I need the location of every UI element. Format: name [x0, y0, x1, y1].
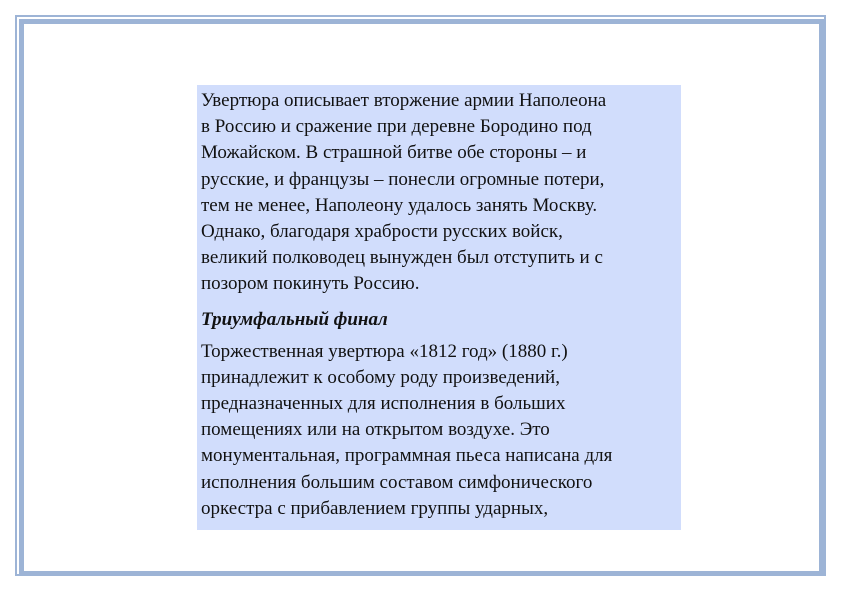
text-line: Однако, благодаря храбрости русских войск,	[201, 221, 563, 243]
text-line: оркестра с прибавлением группы ударных,	[201, 497, 549, 519]
text-line: монументальная, программная пьеса написана для	[201, 445, 613, 467]
section-heading: Триумфальный финал	[201, 308, 388, 330]
text-line: великий полководец вынужден был отступить и с	[201, 247, 603, 269]
text-box	[197, 85, 681, 530]
text-line: помещениях или на открытом воздухе. Это	[201, 419, 550, 441]
text-line: Увертюра описывает вторжение армии Наполеона	[201, 90, 607, 111]
paragraph-overture	[201, 339, 681, 522]
text-line: Торжественная увертюра «1812 год» (1880 г.)	[201, 340, 568, 362]
text-line: позором покинуть Россию.	[201, 273, 420, 295]
text-line: исполнения большим составом симфонического	[201, 471, 593, 493]
text-line: Можайском. В страшной битве обе стороны – и	[201, 142, 587, 164]
text-line: принадлежит к особому роду произведений,	[201, 366, 560, 388]
text-line: предназначенных для исполнения в больших	[201, 393, 566, 415]
text-line: русские, и французы – понесли огромные потери,	[201, 168, 605, 190]
text-line: тем не менее, Наполеону удалось занять Москву.	[201, 194, 598, 216]
text-line: в Россию и сражение при деревне Бородино под	[201, 116, 592, 138]
paragraph-invasion	[201, 88, 681, 298]
